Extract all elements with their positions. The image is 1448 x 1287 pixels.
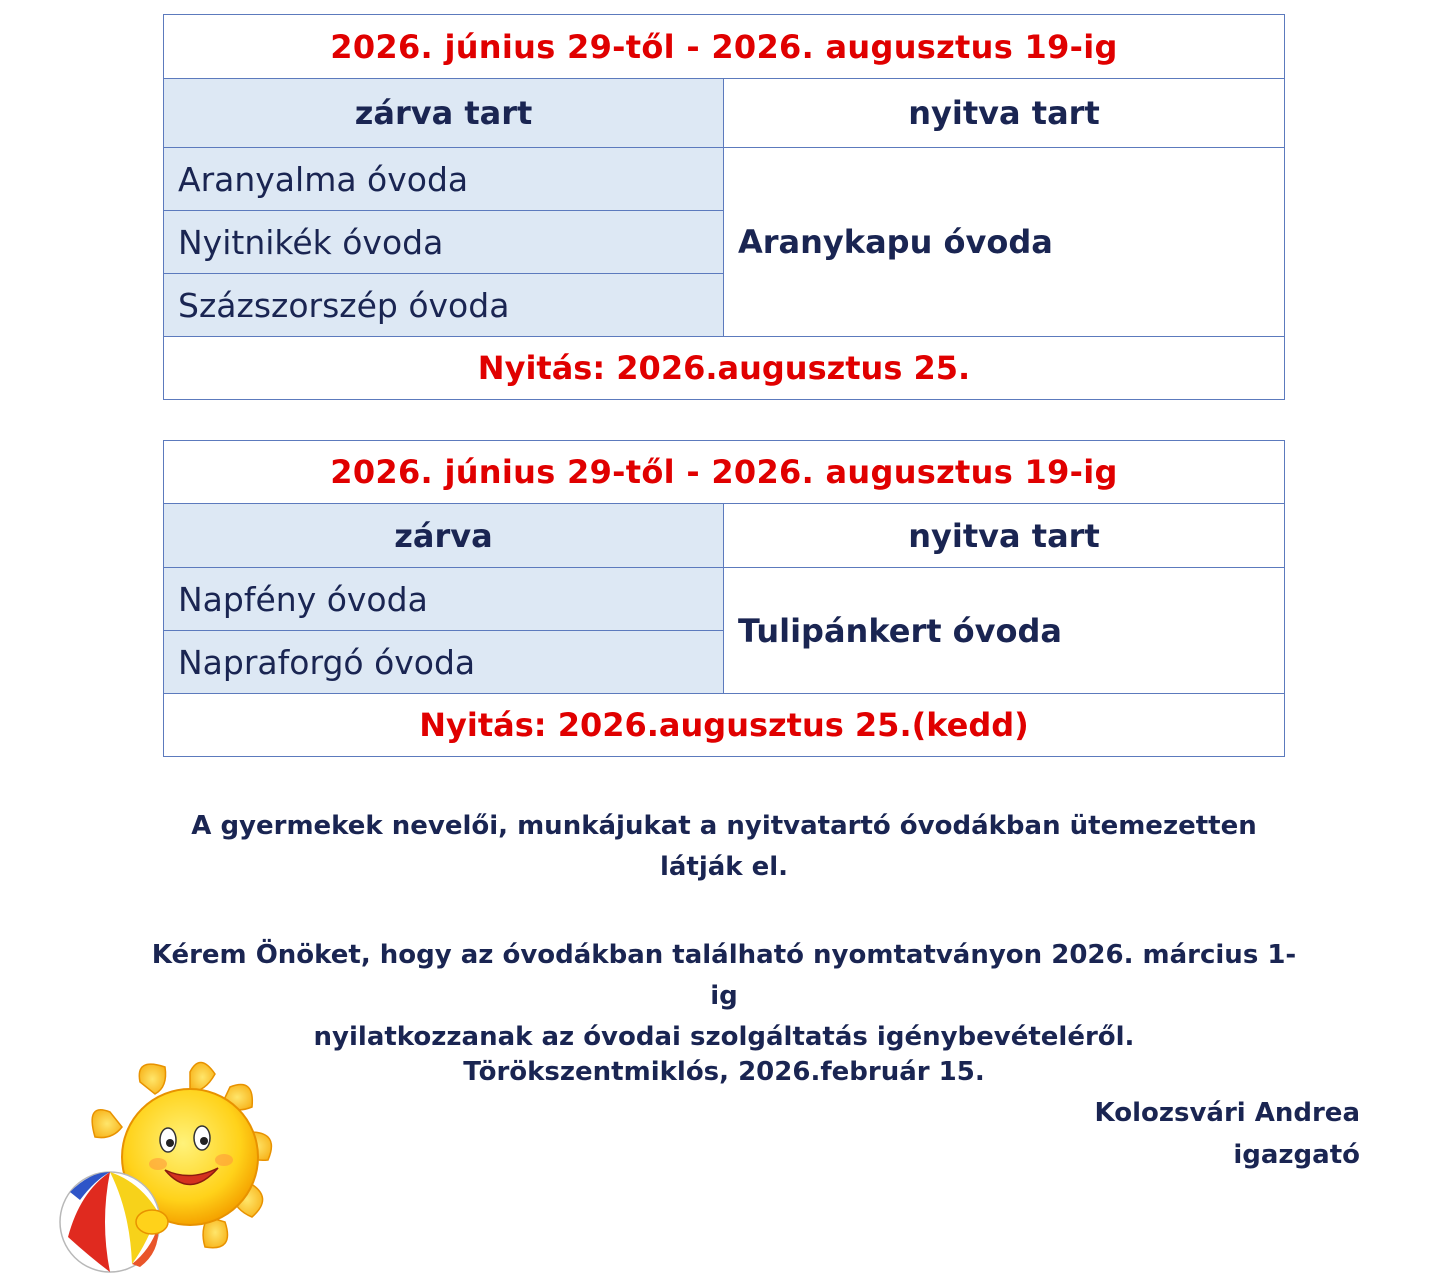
closed-column-header: zárva tart	[164, 79, 724, 148]
sun-with-ball-illustration	[40, 1052, 290, 1282]
opening-date: Nyitás: 2026.augusztus 25.(kedd)	[164, 694, 1285, 757]
staff-notice	[120, 806, 1328, 888]
staff-notice-line-2: látják el.	[659, 852, 789, 882]
schedule-table-1	[163, 14, 1285, 400]
closed-kindergarten: Százszorszép óvoda	[164, 274, 724, 337]
request-notice-line-2: nyilatkozzanak az óvodai szolgáltatás igénybevételéről.	[313, 1022, 1135, 1052]
period-heading: 2026. június 29-től - 2026. augusztus 19-ig	[164, 15, 1285, 79]
open-column-header: nyitva tart	[724, 504, 1285, 568]
closed-kindergarten: Nyitnikék óvoda	[164, 211, 724, 274]
period-heading: 2026. június 29-től - 2026. augusztus 19-ig	[164, 441, 1285, 504]
closed-kindergarten: Napraforgó óvoda	[164, 631, 724, 694]
request-notice	[150, 935, 1298, 1058]
staff-notice-line-1: A gyermekek nevelői, munkájukat a nyitvatartó óvodákban ütemezetten	[191, 811, 1257, 841]
schedule-table-2	[163, 440, 1285, 757]
signer-title: igazgató	[1233, 1140, 1360, 1170]
closed-kindergarten: Aranyalma óvoda	[164, 148, 724, 211]
open-kindergarten: Tulipánkert óvoda	[724, 568, 1285, 694]
open-kindergarten: Aranykapu óvoda	[724, 148, 1285, 337]
place-and-date: Törökszentmiklós, 2026.február 15.	[463, 1057, 985, 1087]
request-notice-line-1: Kérem Önöket, hogy az óvodákban található nyomtatványon 2026. március 1-ig	[151, 940, 1297, 1011]
signer-name: Kolozsvári Andrea	[1094, 1098, 1360, 1128]
closed-kindergarten: Napfény óvoda	[164, 568, 724, 631]
opening-date: Nyitás: 2026.augusztus 25.	[164, 337, 1285, 400]
open-column-header: nyitva tart	[724, 79, 1285, 148]
closed-column-header: zárva	[164, 504, 724, 568]
